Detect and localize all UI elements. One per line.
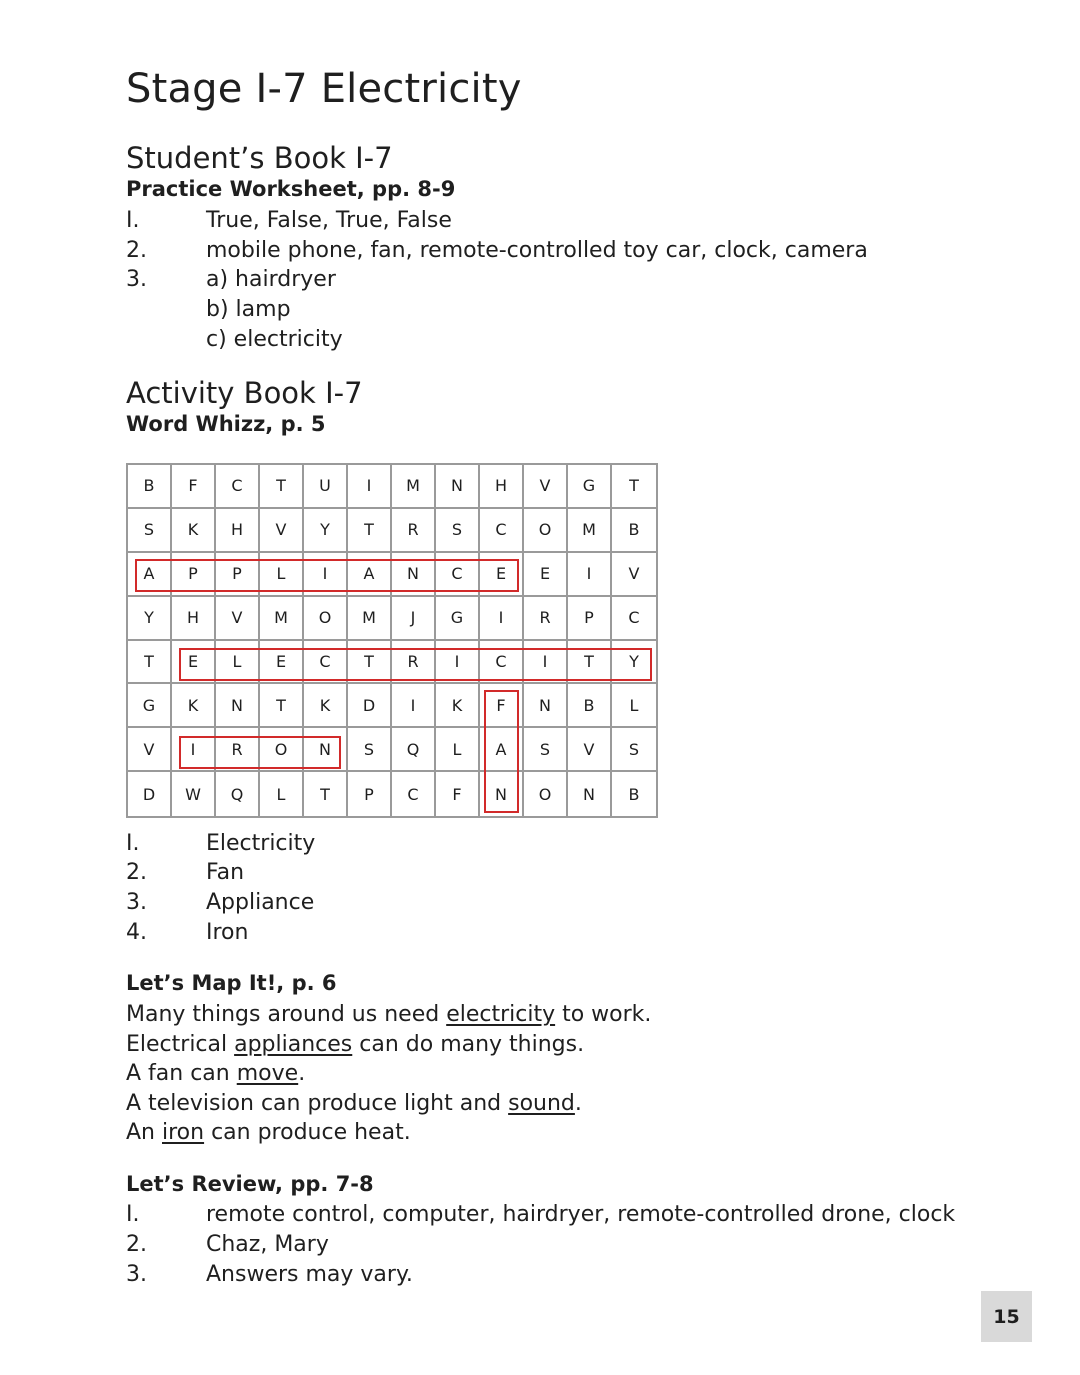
grid-cell: S (524, 728, 568, 772)
grid-cell: I (524, 641, 568, 685)
grid-cell: T (128, 641, 172, 685)
grid-cell: P (568, 597, 612, 641)
grid-cell: O (524, 509, 568, 553)
grid-cell: C (304, 641, 348, 685)
map-it-line (126, 1000, 651, 1030)
grid-cell: M (348, 597, 392, 641)
grid-cell: T (304, 772, 348, 816)
grid-cell: H (216, 509, 260, 553)
grid-cell: I (392, 684, 436, 728)
item-number: 4. (126, 920, 147, 945)
grid-cell: T (348, 509, 392, 553)
grid-cell: M (260, 597, 304, 641)
grid-cell: Q (392, 728, 436, 772)
item-text: Answers may vary. (206, 1262, 413, 1287)
grid-cell: P (172, 553, 216, 597)
grid-cell: O (524, 772, 568, 816)
grid-cell: U (304, 465, 348, 509)
grid-cell: R (216, 728, 260, 772)
grid-cell: K (172, 509, 216, 553)
grid-cell: L (436, 728, 480, 772)
map-it-line (126, 1089, 582, 1119)
grid-cell: G (436, 597, 480, 641)
grid-cell: C (612, 597, 656, 641)
line-text: A fan can (126, 1061, 237, 1086)
grid-cell: A (348, 553, 392, 597)
grid-cell: Y (128, 597, 172, 641)
grid-cell: B (628, 784, 640, 804)
grid-cell: V (216, 597, 260, 641)
answer-word: appliances (234, 1032, 353, 1057)
grid-cell: Y (612, 641, 656, 685)
item-number: 3. (126, 1262, 147, 1287)
grid-cell: B (568, 684, 612, 728)
grid-cell: K (436, 684, 480, 728)
grid-cell: N (480, 772, 524, 816)
grid-cell: V (128, 728, 172, 772)
grid-cell: N (524, 684, 568, 728)
item-number: 3. (126, 267, 147, 292)
grid-cell: L (216, 641, 260, 685)
answer-word: electricity (446, 1002, 556, 1027)
grid-cell: T (260, 465, 304, 509)
line-text: to work. (555, 1002, 652, 1027)
line-text: Electrical (126, 1032, 235, 1057)
grid-cell: L (260, 553, 304, 597)
grid-cell: Q (216, 772, 260, 816)
grid-cell: O (260, 728, 304, 772)
grid-cell: C (392, 772, 436, 816)
grid-cell: V (524, 465, 568, 509)
grid-cell: E (524, 553, 568, 597)
grid-cell: I (480, 597, 524, 641)
students-book-heading: Student’s Book I-7 (126, 141, 393, 175)
grid-cell: S (436, 509, 480, 553)
grid-cell: N (304, 728, 348, 772)
grid-cell: F (172, 465, 216, 509)
grid-cell: H (480, 465, 524, 509)
item-text: Electricity (206, 831, 316, 856)
grid-cell: E (172, 641, 216, 685)
grid-cell: H (172, 597, 216, 641)
item-text: c) electricity (206, 327, 343, 352)
answer-word: move (236, 1061, 299, 1086)
item-number: I. (126, 831, 140, 856)
item-text: Chaz, Mary (206, 1232, 329, 1257)
grid-cell: C (436, 553, 480, 597)
item-text: mobile phone, fan, remote-controlled toy car, clock, camera (206, 238, 868, 263)
word-search-grid (126, 463, 658, 818)
grid-cell: C (480, 509, 524, 553)
grid-cell: V (260, 509, 304, 553)
grid-cell: D (128, 772, 172, 816)
item-text: Fan (206, 860, 245, 885)
line-text: can produce heat. (204, 1120, 411, 1145)
grid-cell: Y (304, 509, 348, 553)
grid-cell: S (128, 509, 172, 553)
map-it-line (126, 1030, 584, 1060)
item-number: 3. (126, 890, 147, 915)
grid-cell: I (348, 465, 392, 509)
line-text: can do many things. (352, 1032, 585, 1057)
grid-cell: C (480, 641, 524, 685)
grid-cell: T (348, 641, 392, 685)
item-text: Iron (206, 920, 249, 945)
page-number: 15 (981, 1291, 1032, 1342)
item-text: True, False, True, False (206, 208, 452, 233)
grid-cell: M (568, 509, 612, 553)
grid-cell: C (216, 465, 260, 509)
grid-cell: F (480, 684, 524, 728)
grid-cell: B (128, 465, 172, 509)
grid-cell: I (172, 728, 216, 772)
item-number: 2. (126, 860, 147, 885)
grid-cell: A (480, 728, 524, 772)
item-number: 2. (126, 238, 147, 263)
line-text: Many things around us need (126, 1002, 447, 1027)
grid-cell: S (348, 728, 392, 772)
map-it-subheading: Let’s Map It!, p. 6 (126, 971, 337, 995)
item-text: a) hairdryer (206, 267, 336, 292)
grid-cell: A (128, 553, 172, 597)
map-it-line (126, 1059, 305, 1089)
grid-cell: N (568, 772, 612, 816)
grid-cell: I (304, 553, 348, 597)
activity-book-heading: Activity Book I-7 (126, 376, 363, 410)
page-title: Stage I-7 Electricity (126, 66, 522, 112)
grid-cell: T (612, 465, 656, 509)
grid-cell: J (392, 597, 436, 641)
grid-cell: W (172, 772, 216, 816)
item-text: remote control, computer, hairdryer, remote-controlled drone, clock (206, 1202, 956, 1227)
grid-cell: R (524, 597, 568, 641)
answer-word: iron (162, 1120, 205, 1145)
line-text: . (574, 1091, 582, 1116)
grid-cell: V (612, 553, 656, 597)
grid-cell: I (568, 553, 612, 597)
grid-cell: N (216, 684, 260, 728)
grid-cell: G (568, 465, 612, 509)
grid-cell: V (568, 728, 612, 772)
item-number: I. (126, 1202, 140, 1227)
grid-cell: R (392, 509, 436, 553)
grid-cell: O (304, 597, 348, 641)
grid-cell: P (348, 772, 392, 816)
item-number: I. (126, 208, 140, 233)
line-text: A television can produce light and (126, 1091, 509, 1116)
grid-cell: S (612, 728, 656, 772)
grid-cell: T (568, 641, 612, 685)
grid-cell: K (304, 684, 348, 728)
grid-cell: D (348, 684, 392, 728)
grid-cell: L (260, 772, 304, 816)
grid-cell: R (392, 641, 436, 685)
item-text: b) lamp (206, 297, 291, 322)
item-text: Appliance (206, 890, 315, 915)
grid-cell: K (172, 684, 216, 728)
grid-cell: L (612, 684, 656, 728)
answer-word: sound (508, 1091, 575, 1116)
grid-cell: E (260, 641, 304, 685)
line-text: An (126, 1120, 162, 1145)
grid-cell: N (436, 465, 480, 509)
grid-cell: E (480, 553, 524, 597)
grid-cell: T (260, 684, 304, 728)
line-text: . (298, 1061, 306, 1086)
word-whizz-subheading: Word Whizz, p. 5 (126, 412, 326, 436)
grid-cell: I (436, 641, 480, 685)
grid-cell: G (128, 684, 172, 728)
map-it-line (126, 1118, 411, 1148)
grid-cell: M (392, 465, 436, 509)
item-number: 2. (126, 1232, 147, 1257)
grid-cell: N (392, 553, 436, 597)
practice-worksheet-subheading: Practice Worksheet, pp. 8-9 (126, 177, 456, 201)
review-subheading: Let’s Review, pp. 7-8 (126, 1172, 374, 1196)
grid-cell: F (436, 772, 480, 816)
grid-cell: P (216, 553, 260, 597)
grid-cell: B (612, 509, 656, 553)
